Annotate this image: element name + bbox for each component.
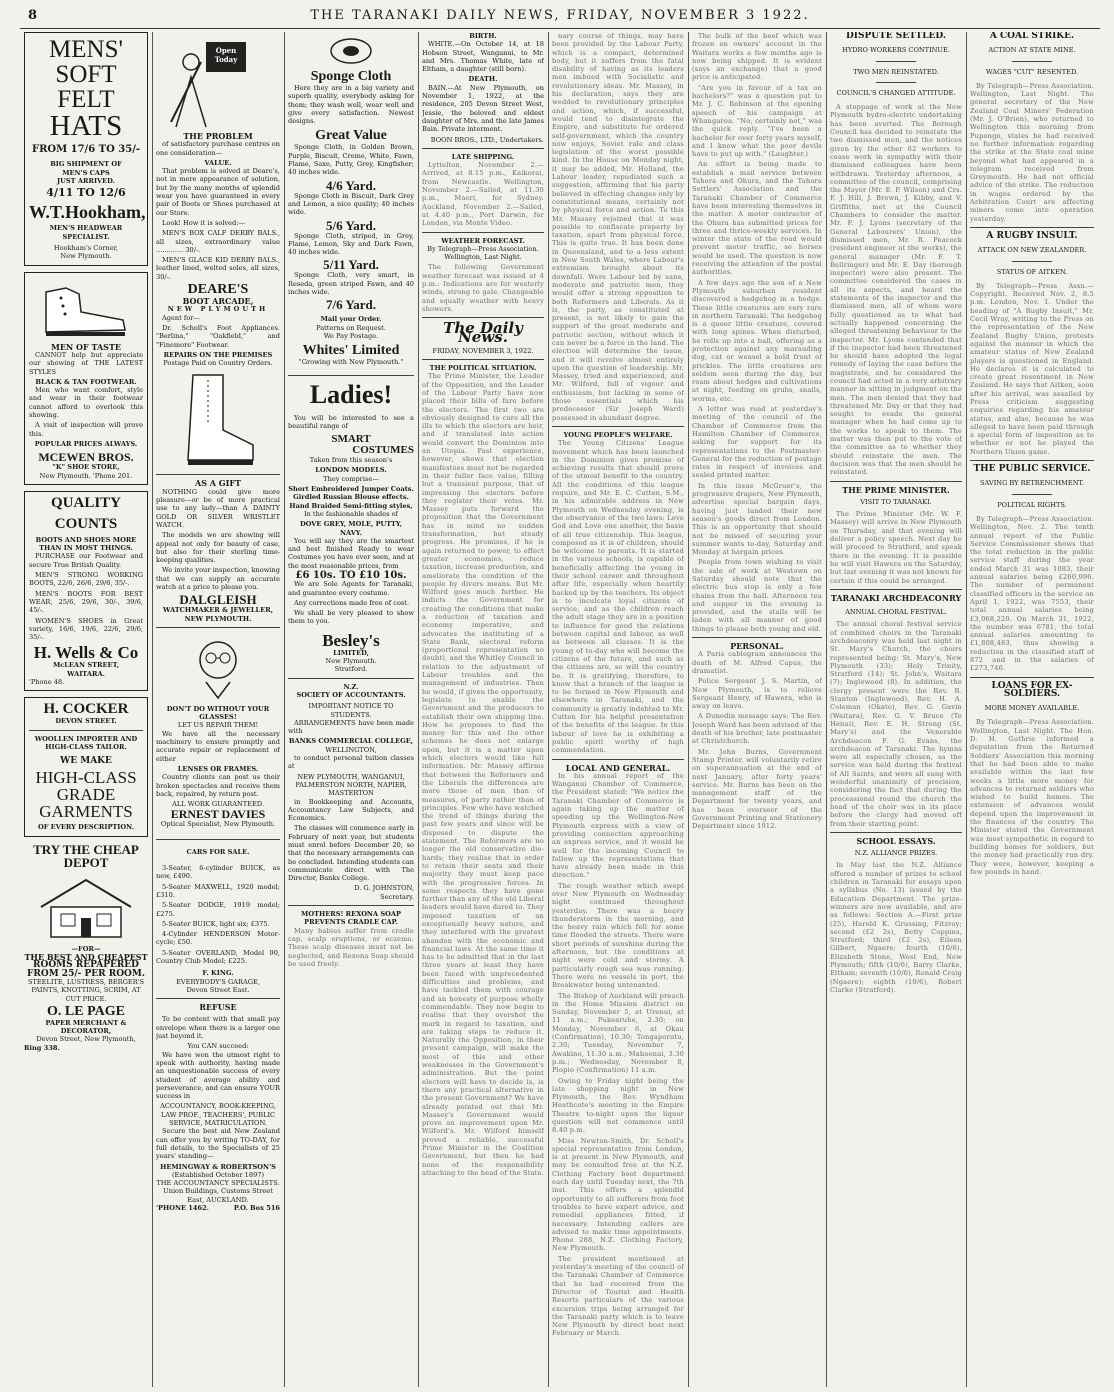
ad-headline: REFUSE	[199, 1002, 237, 1013]
ad-address: McLEAN STREET,	[52, 661, 120, 670]
ad-text: You CAN succeed:	[187, 1042, 249, 1051]
section-heading: BIRTH.	[469, 32, 497, 40]
ad-price: 5/6 Yard.	[325, 217, 377, 233]
column-3: Sponge Cloth Here they are in a big variety and superb quality, everybody asking for them; they wash well, wear well and give every satisfaction. Newest designs. Great Value Sponge Cloth, in Golden Brown, Purple, Biscuit, Creme, White, Fawn, Flame, Saxe, Putty, Grey, Kingfisher; 40 inches wide. 4/6 Yard. Sponge Cloth in Biscuit, Dark Grey and Lemon, a nice quality; 40 inches wide. 5/6 Yard. Sponge Cloth, striped, in Grey, Flame, Lemon, Sky and Dark Fawn, 40 inches wide. 5/11 Yard. Sponge Cloth, very smart, in Reseda, green striped Fawn, and 40 inches wide. 7/6 Yard. Mail your Order. Patterns on Request. We Pay Postage. Whites' Limited "Growing with New Plymouth." Ladies! You will be interested to see a beautiful range of SMART COSTUMES Taken from this season's LONDON MODELS. They comprise— Short Embroidered Jumper Coats. Girdled Russian Blouse effects. Hand Braided Semi-fitting styles, In the fashionable shades of DOVE GREY, MOLE, PUTTY, NAVY. You will say they are the smartest and best finished Ready to wear Costumes you have ever seen, and at the most reasonable prices, from £6 10s. TO £10 10s. We are Sole Agents for Taranaki, and guarantee every costume. Any corrections made free of cost. We shall be very pleased to show them to you. Besley's LIMITED, New Plymouth. Stratford. N.Z. SOCIETY OF ACCOUNTANTS. IMPORTANT NOTICE TO STUDENTS. ARRANGEMENTS have been made with BANKS COMMERCIAL COLLEGE, WELLINGTON, to conduct personal tuition classes at NEW PLYMOUTH, WANGANUI, PALMERSTON NORTH, NAPIER, MASTERTON in Bookkeeping and Accounts, Accountancy Law Subjects, and Economics. The classes will commence early in February of next year, but students must enrol before December 20, so that the necessary arrangements can be concluded. Intending students can communicate direct with The Director, Banks College. D. G. JOHNSTON, Secretary. MOTHERS! REXONA SOAP PREVENTS CRADLE CAP. Many babies suffer from cradle cap, scalp eruptions, or eczema. These scalp diseases must not be neglected, and Rexona Soap should be used freely.	[288, 32, 414, 1387]
ad-text: We have all the necessary machinery to ensure promptly and accurate repair or replacement of either	[156, 729, 280, 763]
ad-text: (Established October 1897)	[171, 1170, 265, 1179]
ad-text: That problem is solved at Deare's, not in mere appearance of solution, but by the many months of splendid wear you have guaranteed in every pair of Boots or Shoes purchased at our Store.	[156, 167, 280, 217]
sign-text: Open Today	[214, 46, 238, 64]
notice-signature: Secretary.	[380, 892, 414, 901]
ad-text: WE MAKE	[60, 756, 112, 767]
deare-ad	[156, 32, 280, 470]
notice-title: N.Z.	[343, 682, 359, 691]
ad-headline: DON'T DO WITHOUT YOUR GLASSES!	[166, 704, 270, 722]
list-item: 5-Seater DODGE, 1919 model; £275.	[156, 901, 280, 918]
open-today-illustration	[156, 32, 280, 132]
ad-address: P.O. Box 516	[233, 1204, 280, 1213]
ad-address: NEW PLYMOUTH.	[184, 614, 252, 623]
ad-text: MEN'S BOX CALF DERBY BALS., all sizes, extraordinary value ............. 30/-.	[156, 229, 280, 254]
ad-headline: SOFT FELT	[55, 61, 117, 113]
ad-headline: MENS'	[49, 36, 123, 63]
ad-text: In the fashionable shades of	[303, 509, 398, 518]
ad-text: Postage Paid on Country Orders.	[163, 359, 273, 368]
ad-text: ALL WORK GUARANTEED.	[172, 800, 264, 809]
ad-text: Men who want comfort, style and wear in their footwear cannot afford to overlook this showing.	[29, 386, 143, 420]
ad-address: Hookham's Corner,	[53, 244, 119, 253]
column-rule	[418, 32, 419, 1387]
ad-price: 4/11 TO 12/6	[46, 186, 126, 200]
ad-address: Devon Street East.	[186, 985, 250, 994]
ad-text: CANNOT help but appreciate our showing of THE LATEST STYLES	[29, 350, 143, 376]
ad-brand: MCEWEN BROS.	[38, 450, 134, 465]
article-subheading: STATUS OF AITKEN.	[996, 267, 1068, 276]
page-number: 8	[28, 8, 40, 23]
article-heading: YOUNG PEOPLE'S WELFARE.	[563, 430, 673, 439]
ad-text: NOTHING could give more pleasure—or be of more practical use to any lady—than A DAINTY GOLD OR SILVER WRISTLET WATCH.	[156, 487, 280, 529]
list-item: 4-Cylinder HENDERSON Motor-cycle; £50.	[156, 930, 280, 947]
notice-text: ARRANGEMENTS have been made with	[288, 718, 414, 736]
ad-address: Optical Specialist, New Plymouth.	[160, 820, 276, 829]
ad-text: "K" SHOE STORE,	[52, 463, 120, 472]
list-item: Short Embroidered Jumper Coats.	[288, 485, 414, 494]
list-item: 5-Seater MAXWELL, 1920 model; £310.	[156, 882, 280, 899]
section-heading: WEATHER FORECAST.	[441, 236, 525, 245]
ad-brand: DEARE'S	[187, 282, 249, 298]
ad-text: Sponge Cloth, in Golden Brown, Purple, Biscuit, Creme, White, Fawn, Flame, Saxe, Putty, Grey, Kingfisher; 40 inches wide.	[288, 143, 414, 177]
list-item: 5-Seater OVERLAND, Model 90, Country Club Model; £225.	[156, 948, 280, 965]
ad-headline: MEN OF TASTE	[50, 341, 122, 352]
issue-date: FRIDAY, NOVEMBER 3, 1922.	[432, 346, 534, 355]
column-1	[24, 32, 148, 1387]
ad-text: STEELITE, LUSTRESS, BERGER'S PAINTS, KNOTTING, SCRIM, AT CUT PRICE.	[27, 977, 145, 1003]
king-ad	[156, 848, 280, 994]
ad-text: LENSES OR FRAMES.	[177, 764, 259, 773]
notice-text: WELLINGTON,	[325, 745, 377, 754]
ad-price: £6 10s. TO £10 10s.	[295, 569, 407, 581]
list-item: 5-Seater BUICK, light six; £375.	[162, 919, 270, 928]
column-4: BIRTH. WHITE.—On October 14, at 18 Hobson Street, Wanganui, to Mr. and Mrs. Thomas White, late of Eltham, a daughter (still born). DEATH. BAIN.—At New Plymouth, on November 1, 1922, at the residence, 205 Devon Street West, Jessie, the beloved and eldest daughter of Mrs. and the late James Bain. Private interment. BOON BROS., LTD., Undertakers. LATE SHIPPING. Lyttelton, November 2.—Arrived, at 8.15 p.m., Kaikorai, from Newcastle. Wellington, November 2.—Sailed, at 11.30 p.m., Maori, for Sydney. Auckland, November 2.—Sailed, at 4.40 p.m., Port Darwin, for London, via Monte Video. WEATHER FORECAST. By Telegraph—Press Association. Wellington, Last Night. The following Government weather forecast was issued at 4 p.m.: Indications are for westerly winds, strong to gale. Changeable and squally weather with heavy showers. The Daily News. FRIDAY, NOVEMBER 3, 1922. THE POLITICAL SITUATION. The Prime Minister, the Leader of the Opposition, and the Leader of the Labour Party have now placed their bills of fare before the electors. The first two are obviously designed to cure all the ills to which the electors are heir, and if translated into action would convert the Dominion into an Utopia. Past experience, however, shows that election manifestoes must not be regarded in their fuller face value, filling but a transient purpose, that of impressing the electors before they register their votes. Mr. Massey puts forward the proposition that the Government has in mind no sudden transformation, but steady progress. He promises, if he is again returned to power, to effect greater economies, reduce taxation, increase production, and ameliorate the condition of the people by divers means. But Mr. Wilford goes much further. He indicts the Government for creating the conditions that make a reduction of taxation and economy imperative, and advocates the instituting of a State Bank, electoral reform (proportional representation no doubt), and the Whitley Council in relation to the adjustment of Labour troubles and the management of industries. Then he would, if given the opportunity, legislate to enable the Government and the producers to establish their own shipping line. How he proposes to find the money for this and the other schemes he does not enlarge upon, but it is a matter upon which electors would like full information. Mr. Massey affirms that between the Reformers and the Liberals the differences are more those of men than of measures, of party rather than of principles. Few who have watched the trend of things during the past few years and since will be disposed to dispute the statement. The Reformers are no longer the old conservative die-hards; they realise that in order to retain their seats and their majority they must keep pace with the progressive forces. In some respects they have gone further than any of the old Liberal leaders would have dared to. They imposed taxation of an exceptionally heavy nature, and they interfered with the greatest abandon with the economic and financial laws. At the same time it has to be admitted that in the last three years at least they have been faced with unprecedented difficulties and problems, and have tackled them with courage and an honesty of purpose wholly commendable. They now begin to realise that they overshot the mark in regard to taxation, and are taking steps to reduce it. Naturally the Opposition, in their present campaign, will make the most of this and other weaknesses in the Government's administration. But the point electors will have to decide is, is there any practical alternative in the present Government? We have already pointed out that Mr. Massey's Government would prove an improvement upon Mr. Wilford's. Mr. Wilford himself proved a reliable, successful Prime Minister in the Coalition Government, but then he had none of the responsibility attaching to the head of the State.	[422, 32, 544, 1177]
ad-address: Devon Street, New Plymouth,	[36, 1035, 136, 1044]
ad-headline: Great Value	[315, 128, 387, 144]
article-heading: LOCAL AND GENERAL.	[565, 762, 671, 773]
ad-text: —FOR—	[71, 944, 101, 953]
ad-text: PURCHASE our Footwear and secure True British Quality.	[29, 552, 143, 569]
ad-subhead: BLACK & TAN FOOTWEAR.	[35, 377, 137, 386]
ad-text: We invite your inspection, knowing that we can supply an accurate watch at a price to please you.	[156, 566, 280, 591]
ad-headline: HIGH-CLASS	[35, 768, 137, 788]
article-heading: THE PUBLIC SERVICE.	[973, 464, 1091, 475]
ad-text: Look! How it is solved:—	[162, 218, 246, 227]
spectacles-icon	[188, 632, 248, 702]
notice-subtitle: IMPORTANT NOTICE TO STUDENTS.	[308, 702, 394, 719]
article-heading: MOTHERS! REXONA SOAP PREVENTS CRADLE CAP.	[301, 910, 401, 927]
ad-brand: F. KING.	[202, 969, 234, 978]
ad-brand: Besley's	[322, 630, 380, 650]
crest-icon	[326, 35, 376, 67]
cocker-ad	[24, 697, 148, 836]
ad-text: WOOLLEN IMPORTER AND HIGH-CLASS TAILOR.	[34, 734, 138, 751]
ad-text: Mail your Order.	[320, 315, 382, 324]
column-rule	[152, 32, 153, 1387]
ad-price: 4/6 Yard.	[325, 177, 377, 193]
ad-price: FROM 17/6 TO 35/-	[31, 144, 141, 155]
ad-text: We shall be very pleased to show them to you.	[288, 609, 414, 626]
notice-text: to conduct personal tuition classes at	[288, 754, 414, 771]
article-subheading: COUNCIL'S CHANGED ATTITUDE.	[836, 88, 956, 97]
article-subheading: N.Z. ALLIANCE PRIZES.	[854, 849, 938, 858]
ad-text: MEN'S CAPS	[62, 168, 110, 177]
column-rule	[284, 32, 285, 1387]
ad-text: EVERYBODY'S GARAGE,	[176, 977, 260, 986]
ad-subhead: VALUE.	[204, 158, 232, 167]
ad-text: Sponge Cloth, striped, in Grey, Flame, Lemon, Sky and Dark Fawn, 40 inches wide.	[288, 231, 414, 257]
ad-headline: TRY THE CHEAP	[33, 841, 139, 857]
lepage-ad	[24, 843, 148, 1052]
column-rule	[688, 32, 689, 1387]
newspaper-nameplate: The Daily News.	[443, 319, 523, 346]
ad-text: Here they are in a big variety and superb quality, everybody asking for them; they wash well, wear well and give every satisfaction. Newest designs.	[288, 84, 414, 126]
article-heading: A RUGBY INSULT.	[986, 230, 1078, 241]
whites-ad	[288, 35, 414, 367]
ad-headline: COUNTS	[54, 515, 118, 532]
ad-text: of satisfactory purchase centres on one consideration—	[156, 140, 280, 157]
ad-headline: Ladies!	[309, 379, 393, 409]
ad-text: BOOT ARCADE,	[182, 296, 254, 307]
ad-brand: HEMINGWAY & ROBERTSON'S	[160, 1162, 276, 1171]
ad-text: MEN'S BOOTS FOR BEST WEAR, 25/6, 29/6, 30/-, 39/6, 45/-.	[29, 589, 143, 615]
article-heading: THE PRIME MINISTER.	[842, 484, 950, 495]
article-heading: TARANAKI ARCHDEACONRY	[830, 592, 962, 603]
ad-text: WATCHMAKER & JEWELLER,	[163, 606, 273, 615]
article-subheading: ATTACK ON NEW ZEALANDER.	[977, 246, 1087, 255]
ad-text: ACCOUNTANCY, BOOK-KEEPING, LAW PROF., TEACHERS', PUBLIC SERVICE, MATRICULATION.	[160, 1102, 276, 1128]
ad-text: Sponge Cloth in Biscuit, Dark Grey and Lemon, a nice quality; 40 inches wide.	[288, 191, 414, 217]
ad-brand: H. COCKER	[43, 701, 129, 718]
ad-address: New Plymouth. 'Phone 201.	[39, 471, 133, 480]
ad-headline: QUALITY	[50, 494, 121, 511]
ad-text: Secure the best aid New Zealand can offer you by writing TO-DAY, for full details, to the Specialists of 25 years' standing—	[156, 1127, 280, 1161]
article-heading: DISPUTE SETTLED.	[845, 32, 947, 41]
ad-phone: 'PHONE 1462.	[156, 1204, 209, 1213]
notice-text: NEW PLYMOUTH, WANGANUI, PALMERSTON NORTH, NAPIER, MASTERTON	[295, 772, 407, 798]
article-heading: A COAL STRIKE.	[989, 32, 1075, 41]
ad-text: WOMEN'S SHOES in Great variety, 16/6, 19/6, 22/6, 29/6, 35/-.	[29, 616, 143, 642]
column-rule	[966, 32, 967, 1387]
ad-text: MEN'S GLACE KID DERBY BALS., leather lined, welted soles, all sizes, 30/-.	[156, 256, 280, 281]
article-heading: SCHOOL ESSAYS.	[856, 835, 936, 846]
ad-subhead: COSTUMES	[352, 444, 414, 457]
column-5: nary course of things, may have been provided by the Labour Party, which is a compact, determined body, but it suffers from the fatal disability of having as its leaders men imbued with Socialistic and revolutionary ideas. Mr. Massey, in his declaration, says they are wedded to revolutionary principles and action, which, if successful, would tend to disintegrate the Empire, and substitute for ordered self-government, which the country now enjoys, Soviet rule and class legislation of the worst possible kind. In the House on Monday night, it may be added, Mr. Holland, the Labour leader, repudiated such a suggestion, affirming that his party believed in effecting changes only by constitutional means, certainly not by physical force and action. To this Mr. Massey rejoined that it was possible to confiscate property by taxation, apart from physical force. This is quite true. It has been done in Queensland, and to a less extent in New South Wales, where Labour's extremism brought about its downfall. Were Labour led by sane, moderate and patriotic men, they would offer a strong opposition to both Reformers and Liberals. As it is, the party, as constituted at present, is not likely to gain the support of the great moderate and patriotic section, without which it can never be a force in the land. The election will determine the issue, and it will revolve almost entirely upon the question of leadership. Mr. Massey, tried and experienced, and Mr. Wilford, full of vigour and enthusiasm, but lacking in some of those essentials which his predecessor (Sir Joseph Ward) possessed in abundant degree. YOUNG PEOPLE'S WELFARE. The Young Citizens' League movement which has been launched in the Dominion gives promise of achieving results that should prove of the utmost benefit to the country. All the conditions of this league require, and Mr. E. C. Cutten, S.M., in his admirable address in New Plymouth on Wednesday evening, is the observance of the two laws: Love God and Love one another, the basis of all true citizenship. This league, composed as it is of children, should be welcome to parents. It is started in the various schools, is capable of beneficially affecting the young in their school career and throughout after life, especially when heartily backed up by the teachers. Its object is to inculcate loyal citizens of service, and as the children reach the adult stage they are in a position to influence for good the relations between capital and labour, as well as between all classes. It is the young of to-day who will become the citizens of the future, and such as the citizens are, so will the country be. It is gratifying, therefore, to know that a branch of the league is to be formed in New Plymouth and elsewhere in Taranaki, and the community is greatly indebted to Mr. Cutten for his helpful presentation of the benefits of the league. In this labour of love he is exhibiting a public spirit worthy of high commendation. LOCAL AND GENERAL. In his annual report of the Wanganui Chamber of Commerce, the President stated: "We notice the Taranaki Chamber of Commerce is again taking up the matter of speeding up the Wellington-New Plymouth express with a view of providing connection approaching an express service, and it would be well for the incoming Council to follow up the representations that have already been made in this direction." The rough weather which swept over New Plymouth on Wednesday night continued throughout yesterday. There was a heavy thunderstorm in the morning, and the heavy rain which fell for some time flooded the streets. There were short periods of sunshine during the afternoon, but the conditions at night were cold and stormy. A particularly rough sea was running. There were no vessels in port, the Breakwater being untenanted. The Bishop of Auckland will preach in the Home Mission district on Sunday, November 5, at Urenui, at 11 a.m.; Pukearuhe, 2.30; on Monday, November 6, at Okau (Confirmation), 10.30; Tongaporutu, 2.30; Tuesday, November 7, Awakino, 11.30 a.m.; Mahoenui, 3.30 p.m.; Wednesday, November 8, Piopio (Confirmation) 11 a.m. Owing to Friday night being the late shopping night in New Plymouth, the Rev. Wyndham Heathcote's meeting in the Empire Theatre to-night upon the liquor question will not commence until 8.40 p.m. Miss Newton-Smith, Dr. Scholl's special representative from London, is at present in New Plymouth, and may be consulted free at the N.Z. Clothing Factory boot department each day until Tuesday next, the 7th inst. This offers a splendid opportunity to all sufferers from foot troubles to have expert advice, and remedial appliances fitted, if necessary. Intending callers are advised to make time appointments. Phone 288, N.Z. Clothing Factory, New Plymouth. The president mentioned at yesterday's meeting of the council of the Taranaki Chamber of Commerce that he had received from the Director of Tourist and Health Resorts particulars of the various excursion trips being arranged for the Taranaki party which is to leave New Plymouth by direct boat next February or March.	[552, 32, 684, 1338]
ad-text: MEN'S STRONG WORKING BOOTS, 22/6, 26/6, 29/6, 35/-.	[29, 571, 143, 588]
ad-text: The models we are showing will appeal not only for beauty of case, but also for their sterling time-keeping qualities.	[156, 531, 280, 565]
notice-text: WHITE.—On October 14, at 18 Hobson Street, Wanganui, to Mr. and Mrs. Thomas White, late of Eltham, a daughter (still born).	[422, 40, 544, 74]
ad-text: Country clients can post us their broken spectacles and receive them back, repaired, by return post.	[156, 773, 280, 798]
ad-text: To be content with that small pay envelope when there is a larger one just beyond it.	[156, 1015, 280, 1041]
mcewen-ad	[24, 272, 148, 485]
notice-signature: D. G. JOHNSTON,	[354, 884, 414, 893]
section-heading: LATE SHIPPING.	[451, 152, 515, 161]
ad-text: Taken from this season's	[309, 456, 393, 465]
ad-text: THE ACCOUNTANCY SPECIALISTS.	[156, 1179, 280, 1188]
column-rule	[548, 32, 549, 1387]
ad-text: POPULAR PRICES ALWAYS.	[34, 439, 138, 448]
article-subheading: POLITICAL RIGHTS.	[997, 500, 1067, 509]
dalgleish-ad	[156, 479, 280, 622]
column-8: A COAL STRIKE. ACTION AT STATE MINE. WAGES "CUT" RESENTED. By Telegraph—Press Association. Wellington, Last Night. The general secretary of the New Zealand Coal Miners' Federation (Mr. J. O'Brien), who returned to Wellington this morning from Pupongo, states he had received no further information regarding the strike at the State coal mine beyond what had appeared in a telegram received from Greymouth. He had not official advice of the strike. The reduction in wages ordered by the Arbitration Court are affecting miners come into operation yesterday. A RUGBY INSULT. ATTACK ON NEW ZEALANDER. STATUS OF AITKEN. By Telegraph—Press Assn.—Copyright. Received Nov. 2, 8.5 p.m. London, Nov. 1. Under the heading of "A Rugby Insult," Mr. Cecil Wray, writing to the Press on the representation of the New Zealand Rugby Union, protests against the manner in which the amateur status of New Zealand players is questioned in England. He declares it is calculated to create great resentment in New Zealand. He says that Aitken, soon after his arrival, was assailed by Press criticism suggesting enquiries regarding his amateur status, and also, because he was alleged to have been paid through a special form of imposition as to whether or not he played the Northern Union game. THE PUBLIC SERVICE. SAVING BY RETRENCHMENT. POLITICAL RIGHTS. By Telegraph—Press Association. Wellington, Nov. 2. The tenth annual report of the Public Service Commissioner shows that the total reduction in the public service staff during the year ended March 31 was 1083, their annual salaries being £260,996. The number of permanent classified officers in the service on April 1, 1922, was 7553, their total annual salaries being £3,068,220. On March 31, 1922, the number was 6781, the total annual salaries amounting to £1,808,483, thus showing a reduction in the classified staff of 872 and in the salaries of £273,746. LOANS FOR EX-SOLDIERS. MORE MONEY AVAILABLE. By Telegraph—Press Association. Wellington, Last Night. The Hon. D. H. Guthrie informed a deputation from the Returned Soldiers' Association this morning that he had been able to make available within the last few weeks a little more money for advances to returned soldiers who wished to build homes. The extension of advances would depend upon the improvement in the finances of the country. The Minister stated the Government was most sympathetic in regard to building homes for soldiers, but the money had practically run dry. They were, however, keeping a few pounds in hand.	[970, 32, 1094, 876]
notice-text: in Bookkeeping and Accounts, Accountancy Law Subjects, and Economics.	[288, 797, 414, 823]
list-item: 3-Seater, 6-cylinder BUICK, as new, £490.	[156, 864, 280, 881]
notice-text: The classes will commence early in February of next year, but students must enrol before December 20, so that the necessary arrangements can be concluded. Intending students can communicate direct with The Director, Banks College.	[288, 824, 414, 883]
article-subheading: ANNUAL CHORAL FESTIVAL.	[845, 608, 947, 617]
ad-text: You will be interested to see a beautiful range of	[288, 413, 414, 430]
ad-brand: ERNEST DAVIES	[170, 807, 266, 822]
ad-text: PAPER MERCHANT & DECORATOR,	[45, 1018, 127, 1036]
besley-ad	[288, 379, 414, 674]
shoe-icon	[41, 280, 131, 340]
ad-price: 5/11 Yard.	[323, 257, 379, 273]
ad-headline: Sponge Cloth	[310, 69, 392, 84]
ad-subhead: LET US REPAIR THEM!	[177, 721, 259, 730]
ad-address: NEW PLYMOUTH	[167, 305, 269, 314]
ad-headline: GRADE	[56, 785, 116, 805]
ad-address: Stratford.	[334, 665, 368, 674]
ad-text: LONDON MODELS.	[315, 466, 387, 475]
article-subheading: TWO MEN REINSTATED.	[853, 67, 939, 76]
ad-headline: GARMENTS	[39, 802, 133, 822]
notice-text: BANKS COMMERCIAL COLLEGE,	[288, 737, 414, 746]
davies-ad	[156, 632, 280, 829]
ad-text: They comprise—	[323, 474, 379, 483]
ad-text: JUST ARRIVED.	[57, 176, 115, 185]
ad-text: BIG SHIPMENT OF	[50, 160, 122, 169]
ad-text: REPAIRS ON THE PREMISES	[163, 350, 273, 359]
notice-title: SOCIETY OF ACCOUNTANTS.	[296, 690, 406, 699]
ad-address: New Plymouth.	[60, 252, 112, 261]
page-masthead	[20, 4, 1100, 29]
section-heading: DEATH.	[468, 75, 498, 84]
article-subheading: HYDRO WORKERS CONTINUE.	[842, 46, 950, 55]
ad-text: You will say they are the smartest and best finished Ready to wear Costumes you have ever seen, and at the most reasonable prices, from	[288, 536, 414, 570]
ad-subhead: BOOTS AND SHOES MORE THAN IN MOST THINGS.	[35, 535, 137, 553]
ad-subhead: SMART	[331, 433, 371, 446]
article-heading: THE POLITICAL SITUATION.	[429, 364, 537, 373]
column-6: The bulk of the beef which was frozen on owners' account in the Waitara works a few months ago is now being shipped. It is evident (says an exchange) that a good price is anticipated. "Are you in favour of a tax on bachelors?" was a question put to Mr. J. C. Robinson at the opening speech of his campaign at Whangaroa. "No, certainly not," was the quick reply. "I've been a bachelor for over forty years myself, and I know what the poor devils have to put up with." (Laughter.) An effort is being made to establish a mail service between Tahora and Ohura, and the Tahora Settlers' Association and the Taranaki Chamber of Commerce have been interesting themselves in the matter. A motor contractor of the Ohura has submitted prices for three and thrice-weekly services. In winter the state of the road would prevent motor traffic, so horses would be used. The question is now receiving the attention of the postal authorities. A few days ago the son of a New Plymouth suburban resident discovered a hedgehog in a hedge. These little creatures are very rare in northern Taranaki. The hedgehog is a queer little creature, covered with long spines. When disturbed, he rolls up into a ball, offering as a protection against any marauding dog, cat or weasel a bold front of prickles. The little creatures are seldom seen during the day, but roam about hedges and cultivations at night, feeding on grubs, snails, worms, etc. A letter was read at yesterday's meeting of the council of the Chamber of Commerce from the Hamilton Chamber of Commerce, asking for support for its representations to the Postmaster-General for the reduction of postage rates in respect of invoices and sealed printed matter. In this issue McGruer's, the progressive drapers, New Plymouth, advertise special bargain days, having just landed their new season's goods direct from London. This is an opportunity that should not be missed of securing your summer wants to-day, Saturday and Monday at bargain prices. People from town wishing to visit the sale of work at Westown on Saturday should note that the electric bus stop is only a few chains from the hall. Afternoon tea and supper in the evening is provided, and the stalls will be laden with all manner of good things to please both young and old. PERSONAL. A Paris cablegram announces the death of M. Alfred Capus, the dramatist. Police Sergeant J. S. Martin, of New Plymouth, is to relieve Sergeant Henry, of Hawera, who is away on leave. A Dunedin message says: The Rev. Joseph Ward has been advised of the death of his brother, late postmaster at Christchurch. Mr. John Burns, Government Stamp Printer, will voluntarily retire on superannuation at the end of next January, after forty years' service. Mr. Burns has been on the management staff of the Department for twenty years, and has been overseer of the Government Printing and Stationery Department since 1912.	[692, 32, 822, 831]
ad-slogan: "Growing with New Plymouth."	[298, 358, 404, 367]
article-subheading: WAGES "CUT" RESENTED.	[985, 67, 1079, 76]
article-heading: LOANS FOR EX-SOLDIERS.	[991, 680, 1073, 699]
ad-brand: W.T.Hookham,	[29, 202, 146, 223]
article-subheading: VISIT TO TARANAKI.	[860, 497, 932, 506]
ad-text: We Pay Postage.	[323, 331, 379, 340]
ad-headline: DEPOT	[63, 854, 109, 870]
nzsa-notice	[288, 683, 414, 901]
ad-price: 7/6 Yard.	[325, 297, 377, 313]
ad-text: We have won the utmost right to speak with authority, having made an unquestionable success of every student of average ability and perseverance, and can ensure YOUR success in	[156, 1050, 280, 1101]
article-heading: PERSONAL.	[730, 641, 784, 652]
ad-brand: Whites' Limited	[302, 343, 400, 359]
ad-text: Dr. Scholl's Foot Appliances. "Berlina," "Oakfield," and "Finemore" Footwear.	[156, 323, 280, 349]
ad-price: FROM 25/- PER ROOM.	[27, 968, 145, 979]
ad-headline: ROOMS REPAPERED	[33, 960, 139, 971]
column-2	[156, 32, 280, 1387]
boot-icon	[178, 370, 258, 470]
ad-headline: CARS FOR SALE.	[186, 847, 250, 856]
ad-headline: THE BEST AND CHEAPEST	[24, 952, 148, 963]
ad-text: Sponge Cloth, very smart, in Reseda, green striped Fawn, and 40 inches wide.	[288, 271, 414, 297]
list-item: Girdled Russian Blouse effects.	[293, 493, 409, 502]
ad-phone: 'Phone 48.	[29, 677, 65, 686]
column-rule	[826, 32, 827, 1387]
ad-headline: HATS	[49, 110, 123, 142]
hookham-ad	[24, 32, 148, 266]
ad-brand: H. Wells & Co	[33, 643, 139, 663]
notice-signature: BOON BROS., LTD., Undertakers.	[430, 135, 544, 144]
masthead-title: THE TARANAKI DAILY NEWS, FRIDAY, NOVEMBER 3 1922.	[310, 8, 810, 23]
wells-ad	[24, 491, 148, 691]
column-7: DISPUTE SETTLED. HYDRO WORKERS CONTINUE. TWO MEN REINSTATED. COUNCIL'S CHANGED ATTITUDE. A stoppage of work at the New Plymouth hydro-electric undertaking has been averted. The Borough Council has decided to reinstate the two dismissed men, and the notices given by the other 62 workers to cease work in sympathy with their dismissed colleagues have been withdrawn. Yesterday afternoon, a committee of the council, comprising the Mayor (Mr. E. P. Wilson) and Crs. F. J. Hill, J. Brown, J. Kibby, and V. Griffiths, met at the Council Chambers to consider the matter. Mr. F. J. Lyons (secretary of the General Labourers' Union), the dismissed men, Mr. R. Peacock (resident engineer at the works), the general manager (Mr. F. T. Bellringer) and Mr. E. Day (borough inspector) were also present. The committee considered the cases in all its aspects, and heard the statements of the inspector and the dismissed men, all of whom were fully questioned as to what had actually happened concerning the alleged threatening behaviour to the inspector. Mr. Lyons contended that if the inspector had been threatened he should have adopted the legal remedy of laying the case before the magistrate, and he considered the council had acted in a very arbitrary manner in sitting in judgment on the men. The men denied that they had threatened Mr. Day or that they had sought to evade the general manager when he had come up to the works to speak to them. The matter was then put to the vote of the committee as to whether they should reinstate the men. The decision was that the men should be reinstated. THE PRIME MINISTER. VISIT TO TARANAKI. The Prime Minister (Mr. W. F. Massey) will arrive in New Plymouth on Thursday, and that evening will deliver a policy speech. Next day he will proceed to Stratford, and speak there in the evening. It is possible he will visit Hawera on the Saturday, but last evening it was not known for certain if this could be arranged. TARANAKI ARCHDEACONRY ANNUAL CHORAL FESTIVAL. The annual choral festival service of combined choirs in the Taranaki archdeaconry was held last night in St. Mary's Church, the choirs represented being: St. Mary's, New Plymouth (33); Holy Trinity, Stratford (14); St. John's, Waitara (7); Inglewood (8). In addition, the clergy present were the Rev. R. Stanton (Inglewood), Rev. H. A. Coleman (Okato), Rev. G. Gavin (Waitara), Rev. G. V. Bruce (Te Henui), Rev. E. H. Strong (St. Mary's) and the Venerable Archdeacon F. G. Evans, the archdeacon of Taranaki. The hymns were all especially chosen, as the service was held during the festival of All Saints, and were all sung with wonderful unanimity of precision, considering the fact that during the processional round the church the head of the choir was in its place before the clergy had moved off from their starting point. SCHOOL ESSAYS. N.Z. ALLIANCE PRIZES. In May last the N.Z. Alliance offered a number of prizes to school children in Taranaki for essays upon a syllabus (No. 13) issued by the Education Department. The prize-winners are now available, and are as follows: Section A.—First prize (25), Harold K. Grussing, Fitzroy; second (£2 2s), Betty Coppins, Stratford; third (£2 2s), Eileen Gilbert, Ngaere; fourth (10/6), Elizabeth Stone, West End, New Plymouth; fifth (10/6), Barry Clarke, Eltham; seventh (10/6), Ronald Craig (Ngaere); eighth (10/6), Robert Clarke (Stratford).	[830, 32, 962, 994]
dateline: By Telegraph—Press Association. Wellington, Last Night.	[427, 244, 539, 262]
ad-phone: Ring 338.	[24, 1043, 60, 1052]
ad-text: MEN'S HEADWEAR SPECIALIST.	[49, 224, 123, 241]
house-icon	[31, 872, 141, 942]
ad-address: WAITARA.	[67, 669, 105, 678]
ad-address: New Plymouth.	[325, 657, 377, 666]
ad-headline: THE PROBLEM	[183, 131, 253, 141]
ad-text: DOVE GREY, MOLE, PUTTY, NAVY.	[299, 520, 403, 537]
ad-headline: AS A GIFT	[195, 478, 241, 489]
ad-text: OF EVERY DESCRIPTION.	[37, 823, 135, 832]
ad-brand: O. LE PAGE	[47, 1003, 125, 1019]
article-subheading: ACTION AT STATE MINE.	[988, 46, 1076, 55]
ad-text: Agent for—	[162, 313, 201, 322]
list-item: Hand Braided Semi-fitting styles,	[289, 501, 413, 510]
article-subheading: MORE MONEY AVAILABLE.	[984, 704, 1080, 713]
ad-address: DEVON STREET.	[55, 717, 117, 726]
article-subheading: SAVING BY RETRENCHMENT.	[979, 479, 1084, 488]
notice-text: BAIN.—At New Plymouth, on November 1, 1922, at the residence, 205 Devon Street West, Jessie, the beloved and eldest daughter of Mrs. and the late James Bain. Private interment.	[422, 83, 544, 134]
ad-text: Any corrections made free of cost.	[294, 598, 410, 607]
hemingway-ad	[156, 1003, 280, 1212]
ad-text: We are Sole Agents for Taranaki, and guarantee every costume.	[288, 580, 414, 597]
ad-brand: DALGLEISH	[179, 592, 257, 608]
ad-address: Union Buildings, Customs Street East, AUCKLAND.	[163, 1187, 273, 1204]
ad-text: A visit of inspection will prove this.	[29, 421, 143, 438]
ad-text: LIMITED,	[333, 648, 369, 657]
ad-text: Patterns on Request.	[316, 323, 386, 332]
